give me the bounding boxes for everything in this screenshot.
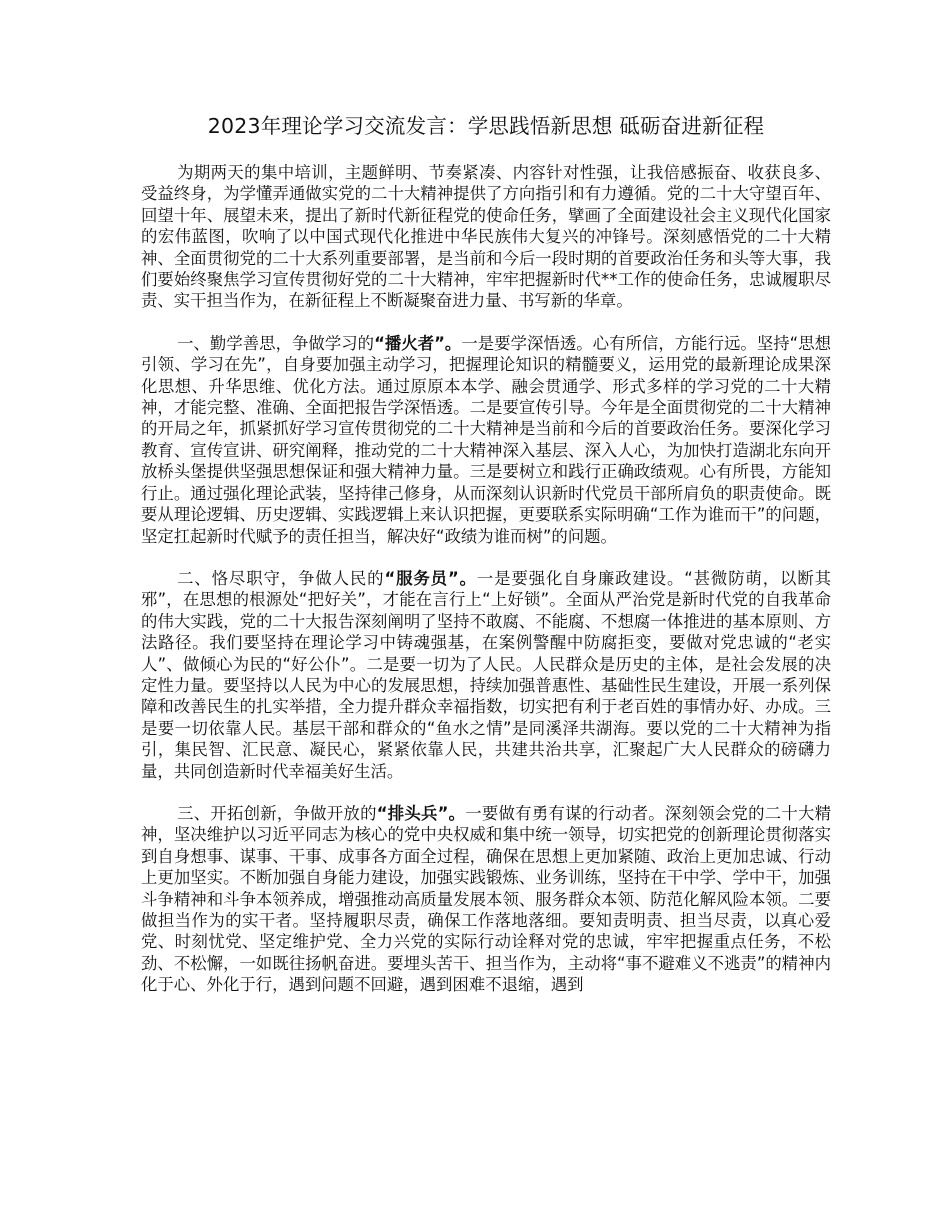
section-heading: 三、开拓创新，争做开放的 — [177, 803, 377, 823]
document-page — [141, 112, 831, 996]
section-heading-emphasis: “播火者”。 — [374, 333, 462, 353]
paragraph-text: 一要做有勇有谋的行动者。深刻领会党的二十大精神，坚决维护以习近平同志为核心的党中央权威和集中统一领导，切实把党的创新理论贯彻落实到自身想事、谋事、干事、成事各方面全过程，确保在思想上更加紧随、政治上更加忠诚、行动上更加坚实。不断加强自身能力建设，加强实践锻炼、业务训练，坚持在干中学、学中干，加强斗争精神和斗争本领养成，增强推动高质量发展本领、服务群众本领、防范化解风险本领。二要做担当作为的实干者。坚持履职尽责，确保工作落地落细。要知责明责、担当尽责，以真心爱党、时刻忧党、坚定维护党、全力兴党的实际行动诠释对党的忠诚，牢牢把握重点任务，不松劲、不松懈，一如既往扬帆奋进。要埋头苦干、担当作为，主动将“事不避难义不逃责”的精神内化于心、外化于行，遇到问题不回避，遇到困难不退缩，遇到 — [141, 803, 832, 995]
paragraph-intro — [141, 162, 831, 312]
section-heading-emphasis: “排头兵”。 — [376, 803, 466, 823]
document-title: 2023年理论学习交流发言：学思践悟新思想 砥砺奋进新征程 — [207, 114, 765, 138]
paragraph-section-2 — [141, 568, 831, 782]
paragraph-text: 为期两天的集中培训，主题鲜明、节奏紧凑、内容针对性强，让我倍感振奋、收获良多、受益终身，为学懂弄通做实党的二十大精神提供了方向指引和有力遵循。党的二十大守望百年、回望十年、展望未来，提出了新时代新征程党的使命任务，擘画了全面建设社会主义现代化国家的宏伟蓝图，吹响了以中国式现代化推进中华民族伟大复兴的冲锋号。深刻感悟党的二十大精神、全面贯彻党的二十大系列重要部署，是当前和今后一段时期的首要政治任务和头等大事，我们要始终聚焦学习宣传贯彻好党的二十大精神，牢牢把握新时代**工作的使命任务，忠诚履职尽责、实干担当作为，在新征程上不断凝聚奋进力量、书写新的华章。 — [141, 163, 831, 311]
section-heading: 二、恪尽职守，争做人民的 — [177, 568, 385, 588]
paragraph-text: 一是要学深悟透。心有所信，方能行远。坚持“思想引领、学习在先”，自身要加强主动学习，把握理论知识的精髓要义，运用党的最新理论成果深化思想、升华思维、优化方法。通过原原本本学、融会贯通学、形式多样的学习党的二十大精神，才能完整、准确、全面把报告学深悟透。二是要宣传引导。今年是全面贯彻党的二十大精神的开局之年，抓紧抓好学习宣传贯彻党的二十大精神是当前和今后的首要政治任务。要深化学习教育、宣传宣讲、研究阐释，推动党的二十大精神深入基层、深入人心，为加快打造湖北东向开放桥头堡提供坚强思想保证和强大精神力量。三是要树立和践行正确政绩观。心有所畏，方能知行止。通过强化理论武装，坚持律己修身，从而深刻认识新时代党员干部所肩负的职责使命。既要从理论逻辑、历史逻辑、实践逻辑上来认识把握，更要联系实际明确“工作为谁而干”的问题，坚定扛起新时代赋予的责任担当，解决好“政绩为谁而树”的问题。 — [141, 333, 831, 546]
paragraph-text: 一是要强化自身廉政建设。“甚微防萌，以断其邪”，在思想的根源处“把好关”，才能在言行上“上好锁”。全面从严治党是新时代党的自我革命的伟大实践，党的二十大报告深刻阐明了坚持不敢腐、不能腐、不想腐一体推进的基本原则、方法路径。我们要坚持在理论学习中铸魂强基，在案例警醒中防腐拒变，要做对党忠诚的“老实人”、做倾心为民的“好公仆”。二是要一切为了人民。人民群众是历史的主体，是社会发展的决定性力量。要坚持以人民为中心的发展思想，持续加强普惠性、基础性民生建设，开展一系列保障和改善民生的扎实举措，全力提升群众幸福指数，切实把有利于老百姓的事情办好、办成。三是要一切依靠人民。基层干部和群众的“鱼水之情”是同溪泽共湖海。要以党的二十大精神为指引，集民智、汇民意、凝民心，紧紧依靠人民，共建共治共享，汇聚起广大人民群众的磅礴力量，共同创造新时代幸福美好生活。 — [141, 568, 832, 781]
paragraph-section-1 — [141, 333, 831, 547]
section-heading: 一、勤学善思，争做学习的 — [177, 333, 375, 353]
paragraph-section-3 — [141, 803, 831, 996]
section-heading-emphasis: “服务员”。 — [384, 568, 477, 588]
